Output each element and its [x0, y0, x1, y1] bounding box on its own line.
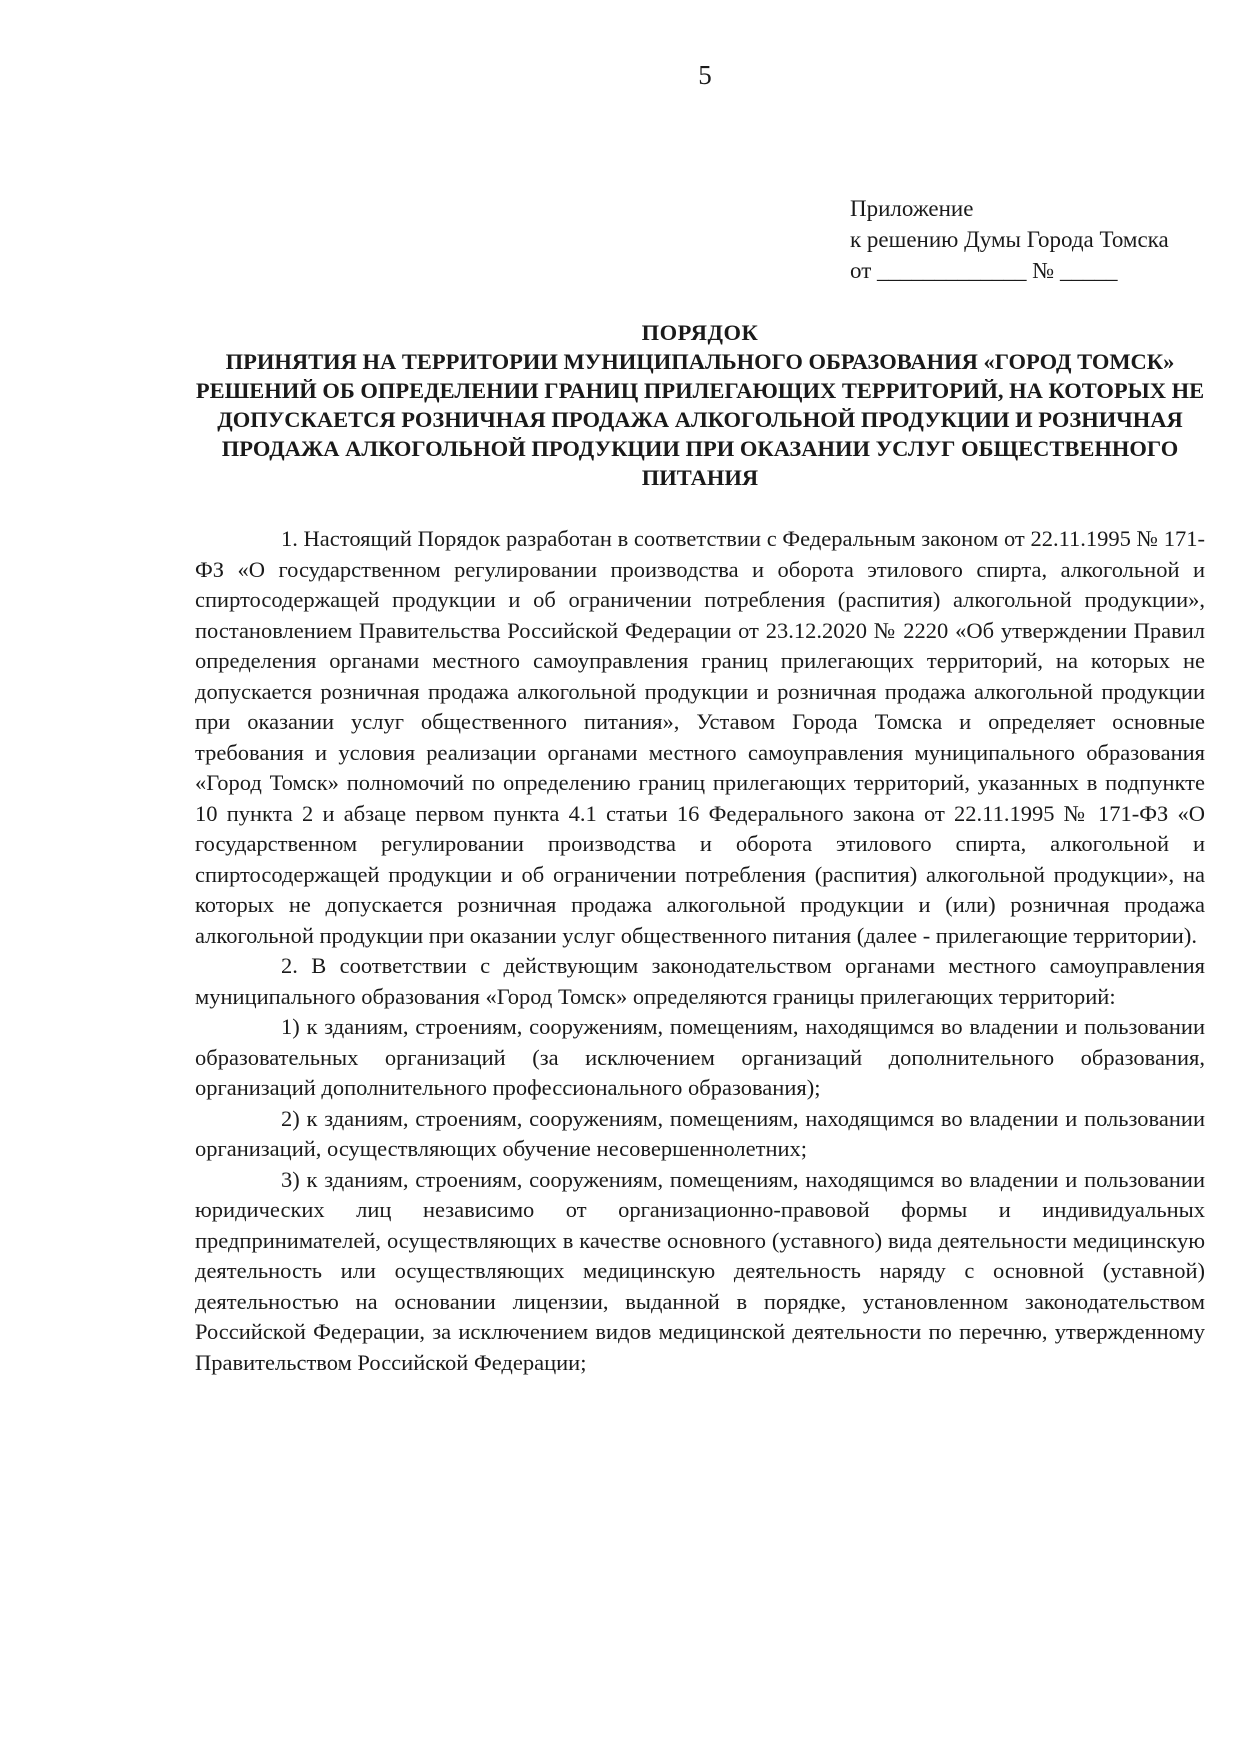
page-number: 5: [698, 60, 712, 90]
appendix-label: Приложение: [850, 196, 974, 221]
document-body: [195, 524, 1205, 1378]
paragraph-2: 2. В соответствии с действующим законодательством органами местного самоуправления муниципального образования «Город Томск» определяются границы прилегающих территорий:: [195, 953, 1205, 1009]
paragraph-item-3: 3) к зданиям, строениям, сооружениям, помещениям, находящимся во владении и пользовании юридических лиц независимо от организационно-правовой формы и индивидуальных предпринимателей, осуществляющих в качестве основного (уставного) вида деятельности медицинскую деятельность или осуществляющих медицинскую деятельность наряду с основной (уставной) деятельностью на основании лицензии, выданной в порядке, установленном законодательством Российской Федерации, за исключением видов медицинской деятельности по перечню, утвержденному Правительством Российской Федерации;: [195, 1166, 1205, 1375]
document-title: [195, 318, 1205, 492]
appendix-block: [850, 193, 1169, 286]
appendix-decision-ref: к решению Думы Города Томска: [850, 227, 1169, 252]
paragraph-item-2: 2) к зданиям, строениям, сооружениям, помещениям, находящимся во владении и пользовании организаций, осуществляющих обучение несовершеннолетних;: [195, 1105, 1205, 1161]
title-subtitle: ПРИНЯТИЯ НА ТЕРРИТОРИИ МУНИЦИПАЛЬНОГО ОБРАЗОВАНИЯ «ГОРОД ТОМСК» РЕШЕНИЙ ОБ ОПРЕДЕЛЕНИИ ГРАНИЦ ПРИЛЕГАЮЩИХ ТЕРРИТОРИЙ, НА КОТОРЫХ НЕ ДОПУСКАЕТСЯ РОЗНИЧНАЯ ПРОДАЖА АЛКОГОЛЬНОЙ ПРОДУКЦИИ И РОЗНИЧНАЯ ПРОДАЖА АЛКОГОЛЬНОЙ ПРОДУКЦИИ ПРИ ОКАЗАНИИ УСЛУГ ОБЩЕСТВЕННОГО ПИТАНИЯ: [195, 349, 1205, 490]
paragraph-1: 1. Настоящий Порядок разработан в соответствии с Федеральным законом от 22.11.1995 № 171-ФЗ «О государственном регулировании производства и оборота этилового спирта, алкогольной и спиртосодержащей продукции и об ограничении потребления (распития) алкогольной продукции», постановлением Правительства Российской Федерации от 23.12.2020 № 2220 «Об утверждении Правил определения органами местного самоуправления границ прилегающих территорий, на которых не допускается розничная продажа алкогольной продукции и розничная продажа алкогольной продукции при оказании услуг общественного питания», Уставом Города Томска и определяет основные требования и условия реализации органами местного самоуправления муниципального образования «Город Томск» полномочий по определению границ прилегающих территорий, указанных в подпункте 10 пункта 2 и абзаце первом пункта 4.1 статьи 16 Федерального закона от 22.11.1995 № 171-ФЗ «О государственном регулировании производства и оборота этилового спирта, алкогольной и спиртосодержащей продукции и об ограничении потребления (распития) алкогольной продукции», на которых не допускается розничная продажа алкогольной продукции и (или) розничная продажа алкогольной продукции при оказании услуг общественного питания (далее - прилегающие территории).: [195, 526, 1205, 948]
title-heading: ПОРЯДОК: [641, 320, 759, 345]
paragraph-item-1: 1) к зданиям, строениям, сооружениям, помещениям, находящимся во владении и пользовании образовательных организаций (за исключением организаций дополнительного образования, организаций дополнительного профессионального образования);: [195, 1014, 1205, 1100]
appendix-date-number: от _____________ № _____: [850, 258, 1118, 283]
